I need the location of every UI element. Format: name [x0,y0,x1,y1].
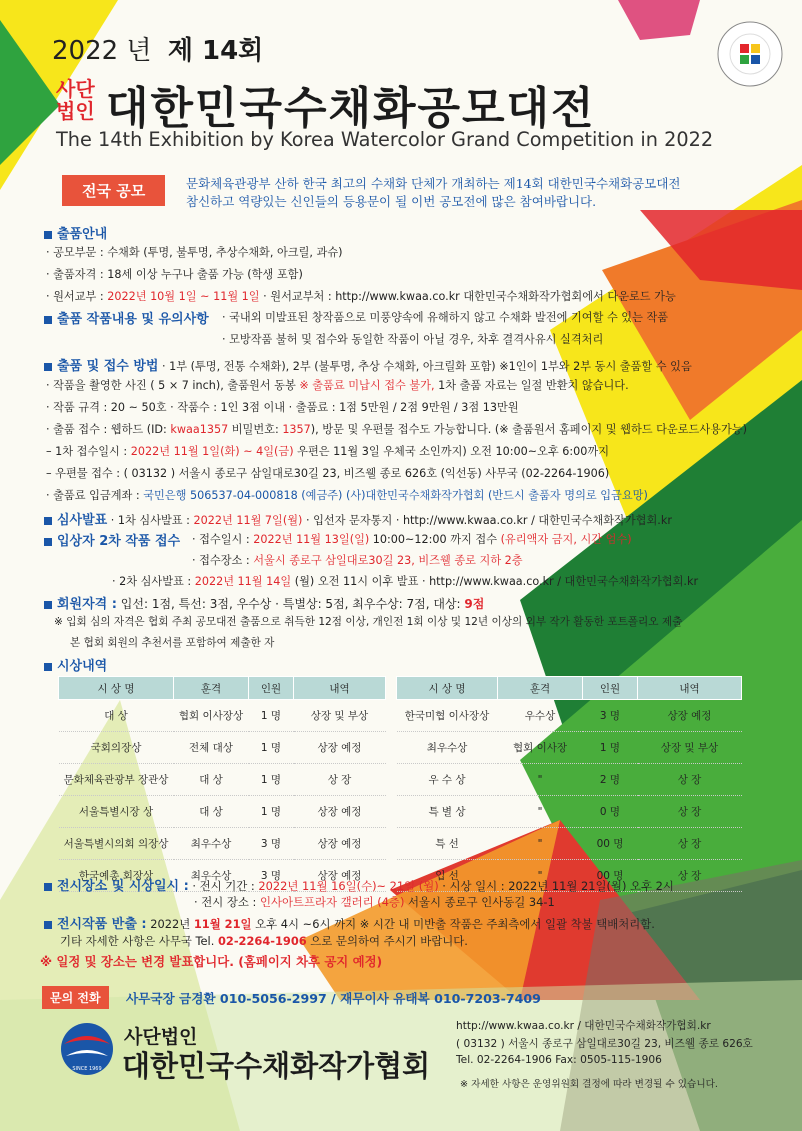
cell: 대 상 [174,796,249,828]
cell: 상장 및 부상 [638,732,742,764]
entry-info-line-3 [46,288,676,304]
inquiry-line [60,933,468,949]
notes-line-2: · 모방작품 불허 및 접수와 동일한 작품이 아닐 경우, 차후 결격사유시 실격처리 [222,333,604,346]
cell: 1 명 [249,700,294,732]
fee-warning: ※ 출품료 미납시 접수 불가, [299,379,435,392]
text-span: · 출품료 입금계좌 : [46,489,144,502]
cell: 3 명 [249,860,294,892]
cell: 우 수 상 [397,764,498,796]
text-span: 비밀번호: [228,423,283,436]
text-span: · 출품 접수 : 웹하드 (ID: [46,423,171,436]
method-first-round [46,443,609,459]
exhibition-period: 2022년 11월 16일(수)~ 21일 (월) [258,879,439,893]
exhibition-place [194,894,555,910]
cell: 상 장 [638,828,742,860]
text-span: · 전시 기간 : [188,879,259,893]
table-header-row [59,677,386,700]
logo-caption: SINCE 1969 [72,1066,102,1072]
cell: 상장 예정 [294,732,386,764]
text-span: · 원서교부 : [46,290,108,303]
cell: 00 명 [583,860,638,892]
section-heading: 출품 작품내용 및 유의사항 [57,312,209,327]
footer-org-type: 사단법인 [124,1026,198,1048]
text-span: (월) 오전 11시 이후 발표 · http://www.kwaa.co.kr / 대한민국수채화작가협회.kr [291,575,699,588]
cell: 상장 예정 [638,700,742,732]
second-round-date: 2022년 11월 13일(일) [253,533,370,546]
org-type-line-2: 법인 [56,99,95,123]
cell: 서울특별시의회 의장상 [59,828,174,860]
nationwide-badge: 전국 공모 [62,175,165,206]
text-span: 기타 자세한 사항은 사무국 Tel. [60,934,218,948]
exhibition-venue: 인사아트프라자 갤러리 (4층) [259,895,405,909]
section-notes [44,308,209,327]
return-date: 11월 21일 [193,917,252,931]
cell: 전체 대상 [174,732,249,764]
cell: 상 장 [638,860,742,892]
seal-logo [716,20,784,88]
member-note-2: 본 협회 회원의 추천서를 포함하여 제출한 자 [70,637,275,649]
section-heading: 입상자 2차 작품 접수 [57,534,181,549]
text-span: · 1차 심사발표 : [107,514,194,527]
cell: " [498,796,583,828]
section-exhibition [44,875,674,894]
footer-note: ※ 자세한 사항은 운영위원회 결정에 따라 변경될 수 있습니다. [460,1079,718,1090]
first-round-dates: 2022년 11월 1일(화) ~ 4일(금) [130,445,294,458]
cell: " [498,764,583,796]
text-span: – 1차 접수일시 : [46,445,131,458]
cell: 1 명 [249,732,294,764]
section-awards [44,655,107,674]
section-review [44,509,672,528]
webhard-id: kwaa1357 [170,423,229,436]
cell: 1 명 [249,764,294,796]
second-date [192,531,632,547]
table-row [59,828,386,860]
footer-org-name: 대한민국수채화작가협회 [122,1049,431,1083]
second-round-place: 서울시 종로구 삼일대로30길 23, 비즈웰 종로 지하 2층 [253,554,523,567]
footer-url: http://www.kwaa.co.kr / 대한민국수채화작가협회.kr [456,1020,711,1032]
text-span: · 원서교부처 : http://www.kwaa.co.kr 대한민국수채화작가협회에서 다운로드 가능 [259,290,676,303]
bullet-square-icon [44,231,52,239]
table-row [59,700,386,732]
footer-tel: Tel. 02-2264-1906 Fax: 0505-115-1906 [456,1054,662,1066]
cell: 상장 및 부상 [294,700,386,732]
cell: 최우수상 [397,732,498,764]
text-span: · 작품을 촬영한 사진 ( 5 × 7 inch), 출품원서 동봉 [46,379,300,392]
section-method [44,355,692,374]
table-row [59,796,386,828]
notes-line-1: · 국내외 미발표된 창작품으로 미풍양속에 유해하지 않고 수채화 발전에 기여할 수 있는 작품 [222,311,669,324]
cell: 3 명 [249,828,294,860]
text-span: 입선: 1점, 특선: 3점, 우수상 · 특별상: 5점, 최우수상: 7점, 대상: [116,597,465,611]
cell: 대 상 [59,700,174,732]
cell: 상장 예정 [294,828,386,860]
cell: " [498,860,583,892]
bank-account: 국민은행 506537-04-000818 (예금주) (사)대한민국수채화작가협회 (반드시 출품자 명의로 입금요망) [143,489,648,502]
cell: 상장 예정 [294,860,386,892]
year-label: 2022 년 [52,36,152,66]
bullet-square-icon [44,538,52,546]
cell: 특 별 상 [397,796,498,828]
table-row [59,732,386,764]
section-heading: 전시장소 및 시상일시 : [57,879,189,894]
cell: 상장 예정 [294,796,386,828]
section-heading: 전시작품 반출 : [57,917,147,932]
bullet-square-icon [44,517,52,525]
section-member [44,593,484,612]
cell: 최우수상 [174,860,249,892]
method-mail: – 우편물 접수 : ( 03132 ) 서울시 종로구 삼일대로30길 23, 비즈웰 종로 626호 (익선동) 사무국 (02-2264-1906) [46,467,610,480]
cell: 상 장 [638,764,742,796]
table-row [59,764,386,796]
contact-badge: 문의 전화 [42,986,109,1009]
section-heading: 시상내역 [57,659,108,674]
cell: 한국예총 회장상 [59,860,174,892]
cell: 1 명 [583,732,638,764]
intro-line-1: 문화체육관광부 산하 한국 최고의 수채화 단체가 개최하는 제14회 대한민국수채화공모대전 [186,176,681,191]
cell: 상 장 [638,796,742,828]
bullet-square-icon [44,921,52,929]
cell: 특 선 [397,828,498,860]
col-header: 훈격 [498,677,583,700]
text-span: 오후 4시 ~6시 까지 ※ 시간 내 미반출 작품은 주최측에서 일괄 착불 택배처리함. [251,917,655,931]
member-note-1: ※ 입회 심의 자격은 협회 주최 공모대전 출품으로 취득한 12점 이상, 개인전 1회 이상 및 12년 이상의 외부 작가 활동한 포트폴리오 제출 [54,616,683,628]
footer-address: ( 03132 ) 서울시 종로구 삼일대로30길 23, 비즈웰 종로 626호 [456,1038,753,1050]
text-span: 우편은 11월 3일 우체국 소인까지) 오전 10:00~오후 6:00까지 [293,445,610,458]
method-spec: · 작품 규격 : 20 ~ 50호 · 작품수 : 1인 3점 이내 · 출품료 : 1점 5만원 / 2점 9만원 / 3점 13만원 [46,401,519,414]
cell: 서울특별시장 상 [59,796,174,828]
bullet-square-icon [44,363,52,371]
webhard-password: 1357 [282,423,311,436]
section-heading: 심사발표 [57,513,108,528]
office-phone: 02-2264-1906 [217,934,307,948]
method-parts: · 1부 (투명, 전통 수채화), 2부 (불투명, 추상 수채화, 아크릴화 포함) ※1인이 1부와 2부 동시 출품할 수 있음 [158,360,692,373]
text-span: · 입선자 문자통지 · http://www.kwaa.co.kr / 대한민국수채화작가협회.kr [302,514,672,527]
method-webhard [46,421,747,437]
title-english: The 14th Exhibition by Korea Watercolor Grand Competition in 2022 [56,128,714,151]
text-span: 서울시 종로구 인사동길 34-1 [404,895,555,909]
method-account [46,487,648,503]
year-text [52,30,263,67]
col-header: 시 상 명 [397,677,498,700]
cell: 한국미협 이사장상 [397,700,498,732]
section-entry-info [44,223,107,242]
table-row [397,732,742,764]
cell: 00 명 [583,828,638,860]
schedule-warning: ※ 일정 및 장소는 변경 발표합니다. (홈페이지 차후 공지 예정) [40,954,383,969]
col-header: 내역 [638,677,742,700]
awards-table-left [58,676,386,892]
section-return [44,913,655,932]
red-splash-top-right [618,0,700,40]
association-logo [58,1018,116,1080]
text-span: ), 방문 및 우편물 접수도 가능합니다. (※ 출품원서 홈페이지 및 웹하드 다운로드사용가능) [310,423,747,436]
cell: " [498,828,583,860]
member-grand-points: 9점 [464,597,485,611]
section-second-round [44,530,180,549]
entry-info-line-1: · 공모부문 : 수채화 (투명, 불투명, 추상수채화, 아크릴, 과슈) [46,246,343,259]
review-date: 2022년 11월 7일(월) [193,514,303,527]
bullet-square-icon [44,316,52,324]
col-header: 시 상 명 [59,677,174,700]
col-header: 인원 [583,677,638,700]
cell: 상 장 [294,764,386,796]
method-photo [46,377,629,393]
text-span: · 전시 장소 : [194,895,260,909]
table-row [397,828,742,860]
cell: 우수상 [498,700,583,732]
cell: 입 선 [397,860,498,892]
col-header: 인원 [249,677,294,700]
intro-line-2: 참신하고 역량있는 신인들의 등용문이 될 이번 공모전에 많은 참여바랍니다. [186,194,597,209]
edition-label: 제 14회 [167,36,264,66]
cell: 0 명 [583,796,638,828]
contact-text: 사무국장 금경환 010-5056-2997 / 재무이사 유태복 010-7203-7409 [126,991,541,1006]
text-span: 1차 출품 자료는 일절 반환치 않습니다. [434,379,629,392]
table-row [397,764,742,796]
title-korean: 대한민국수채화공모대전 [106,83,596,134]
cell: 문화체육관광부 장관상 [59,764,174,796]
text-span: · 접수일시 : [192,533,254,546]
org-type-label [56,78,95,122]
cell: 협회 이사장 [498,732,583,764]
second-place [192,552,523,568]
cell: 1 명 [249,796,294,828]
application-period: 2022년 10월 1일 ~ 11월 1일 [107,290,260,303]
bullet-square-icon [44,663,52,671]
second-announce-date: 2022년 11월 14일 [194,575,292,588]
section-heading: 출품 및 접수 방법 [57,359,159,374]
bullet-square-icon [44,883,52,891]
text-span: · 접수장소 : [192,554,254,567]
text-span: 으로 문의하여 주시기 바랍니다. [306,934,468,948]
cell: 국회의장상 [59,732,174,764]
text-span: 10:00~12:00 까지 접수 [369,533,501,546]
second-round-warning: (유리액자 금지, 시간 엄수) [500,533,632,546]
cell: 2 명 [583,764,638,796]
bullet-square-icon [44,601,52,609]
table-header-row [397,677,742,700]
table-row [397,700,742,732]
section-heading: 회원자격 : [57,597,117,612]
awards-table-right [396,676,742,892]
text-span: · 2차 심사발표 : [112,575,195,588]
second-announce [112,573,698,589]
text-span: · 시상 일시 : 2022년 11월 21일(월) 오후 2시 [438,879,674,893]
section-heading: 출품안내 [57,227,108,242]
col-header: 훈격 [174,677,249,700]
entry-info-line-2: · 출품자격 : 18세 이상 누구나 출품 가능 (학생 포함) [46,268,303,281]
col-header: 내역 [294,677,386,700]
cell: 대 상 [174,764,249,796]
cell: 3 명 [583,700,638,732]
org-type-line-1: 사단 [56,77,95,101]
cell: 최우수상 [174,828,249,860]
table-row [397,796,742,828]
cell: 협회 이사장상 [174,700,249,732]
text-span: 2022년 [146,917,194,931]
